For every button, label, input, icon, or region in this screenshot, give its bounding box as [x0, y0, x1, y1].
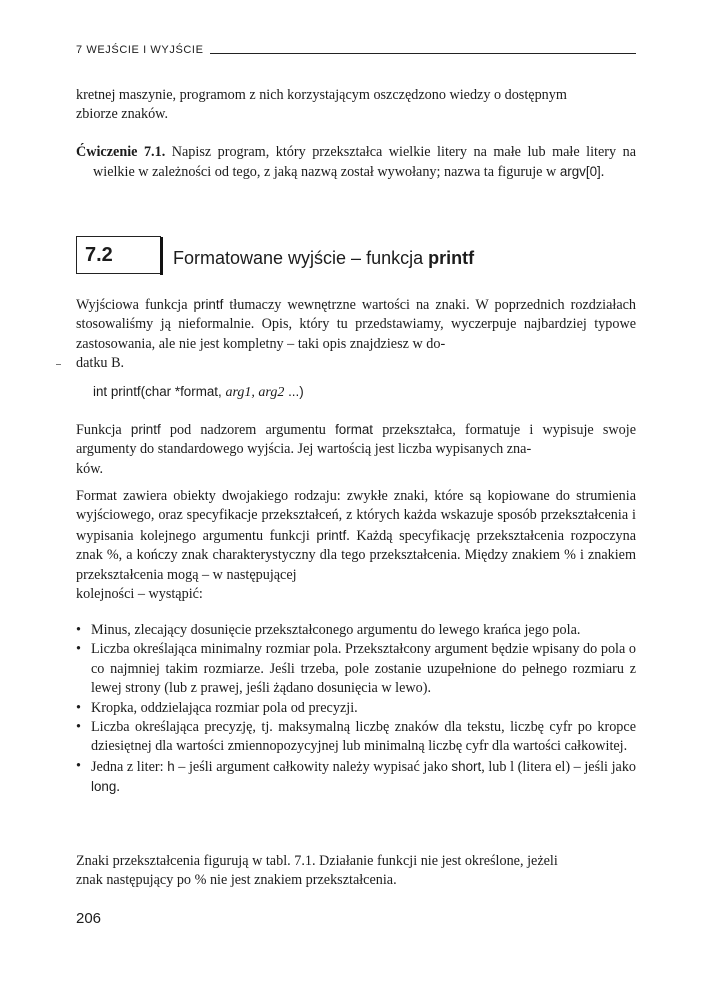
paragraph-format-tail: ków. — [76, 460, 104, 477]
paragraph-final — [76, 852, 636, 891]
paragraph-objects-t2: . Każdą specyfikację przekształcenia rozpoczyna znak %, a kończy znak charakterystyczny dla tego przekształcenia. Między znakiem % i znakiem przekształcenia mogą – w następującej — [76, 527, 637, 583]
section-number-box — [76, 236, 161, 274]
section-title — [173, 246, 474, 270]
exercise-end: . — [600, 164, 605, 181]
paragraph-intro — [76, 86, 636, 125]
list-item — [76, 621, 636, 640]
paragraph-objects — [76, 487, 636, 604]
bullet-precision-text: Liczba określająca precyzję, tj. maksymalną liczbę znaków dla tekstu, liczbę cyfr po kropce dziesiętnej dla wartości zmiennopozycyjnej lub minimalną liczbę cyfr dla wartości całkowitej. — [91, 719, 636, 755]
signature-prefix: int printf(char *format, — [93, 384, 222, 399]
paragraph-intro-lead: kretnej maszynie, programom z nich korzystającym oszczędzono wiedzy o dostępnym — [76, 87, 567, 103]
exercise-text: Napisz program, który przekształca wielkie litery na małe lub małe litery na wielkie w zależności od tego, z jaką nazwą został wywołany; nazwa ta figuruje w — [93, 144, 636, 181]
paragraph-format-code1: printf — [130, 422, 161, 437]
paragraph-printf-tail: datku B. — [76, 355, 125, 372]
bullet-dot: • — [76, 757, 81, 774]
paragraph-format-code2: format — [335, 422, 374, 437]
section-title-text: Formatowane wyjście – funkcja — [173, 248, 424, 268]
running-head-text: 7 WEJŚCIE I WYJŚCIE — [76, 42, 210, 58]
signature-args: arg1, arg2 — [225, 385, 285, 400]
bullet-dot: • — [76, 622, 81, 638]
bullet-width-text: Liczba określająca minimalny rozmiar pola. Przekształcony argument będzie wpisany do pola o co najmniej takim rozmiarze. Jeśli trzeba, pole zostanie uzupełnione do pełnego rozmiaru z lewej strony (lub z prawej, jeśli żądano dosunięcia w lewo). — [91, 641, 636, 697]
bullet-minus-text: Minus, zlecający dosunięcie przekształconego argumentu do lewego krańca jego pola. — [91, 622, 581, 638]
page-number: 206 — [76, 910, 102, 927]
bullet-letter-t4: . — [116, 779, 120, 796]
bullet-letter-code-long: long — [91, 779, 117, 795]
paragraph-final-tail: znak następujący po % nie jest znakiem przekształcenia. — [76, 872, 397, 889]
section-box-bar — [160, 237, 163, 275]
bullet-letter-code-h: h — [167, 758, 175, 774]
paragraph-printf-t1: Wyjściowa funkcja — [76, 297, 188, 313]
paragraph-printf-code: printf — [193, 297, 224, 312]
bullet-dot: • — [76, 641, 81, 658]
printf-signature — [93, 383, 304, 402]
paragraph-objects-tail: kolejności – wystąpić: — [76, 586, 203, 603]
paragraph-objects-t1: Format zawiera obiekty dwojakiego rodzaju: zwykłe znaki, które są kopiowane do strumienia wyjściowego, oraz specyfikacje przekształceń, z których każda wskazuje sposób przekształcenia i wypisania kolejnego argumentu funkcji — [76, 488, 636, 544]
paragraph-format-t2: pod nadzorem argumentu — [169, 422, 326, 438]
exercise-code: argv[0] — [559, 164, 601, 180]
specification-list — [76, 621, 636, 798]
bullet-letter-code-short: short — [451, 758, 482, 774]
list-item — [76, 640, 636, 698]
paragraph-objects-code: printf — [316, 527, 347, 543]
bullet-dot-text: Kropka, oddzielająca rozmiar pola od precyzji. — [91, 699, 358, 716]
list-item — [76, 757, 636, 798]
margin-mark — [56, 364, 61, 365]
bullet-dot: • — [76, 719, 81, 736]
signature-suffix: ...) — [288, 384, 304, 399]
running-head — [76, 42, 636, 58]
section-number: 7.2 — [85, 244, 113, 266]
bullet-dot: • — [76, 699, 81, 716]
paragraph-final-lead: Znaki przekształcenia figurują w tabl. 7.1. Działanie funkcji nie jest określone, jeżeli — [76, 853, 558, 869]
list-item — [76, 699, 636, 718]
paragraph-format-t1: Funkcja — [76, 422, 122, 438]
paragraph-format — [76, 420, 636, 479]
bullet-letter-t2: – jeśli argument całkowity należy wypisać jako — [178, 758, 448, 775]
exercise-label: Ćwiczenie 7.1. — [76, 144, 166, 160]
paragraph-format-t3: przekształca, formatuje i wypisuje swoje argumenty do standardowego wyjścia. Jej wartością jest liczba wypisanych zna- — [76, 422, 637, 458]
paragraph-printf-t2: tłumaczy wewnętrzne wartości na znaki. W poprzednich rozdziałach stosowaliśmy ją nieformalnie. Opis, który tu przedstawiamy, wyczerpuje najbardziej typowe zastosowania, ale nie jest kompletny – taki opis znajdziesz w do- — [76, 297, 637, 352]
paragraph-intro-tail: zbiorze znaków. — [76, 106, 169, 123]
list-item — [76, 718, 636, 757]
bullet-letter-t3: , lub l (litera el) – jeśli jako — [481, 758, 637, 775]
exercise-7-1 — [76, 143, 636, 183]
section-title-code: printf — [428, 248, 475, 268]
bullet-letter-t1: Jedna z liter: — [91, 758, 164, 775]
paragraph-printf-intro — [76, 295, 636, 374]
